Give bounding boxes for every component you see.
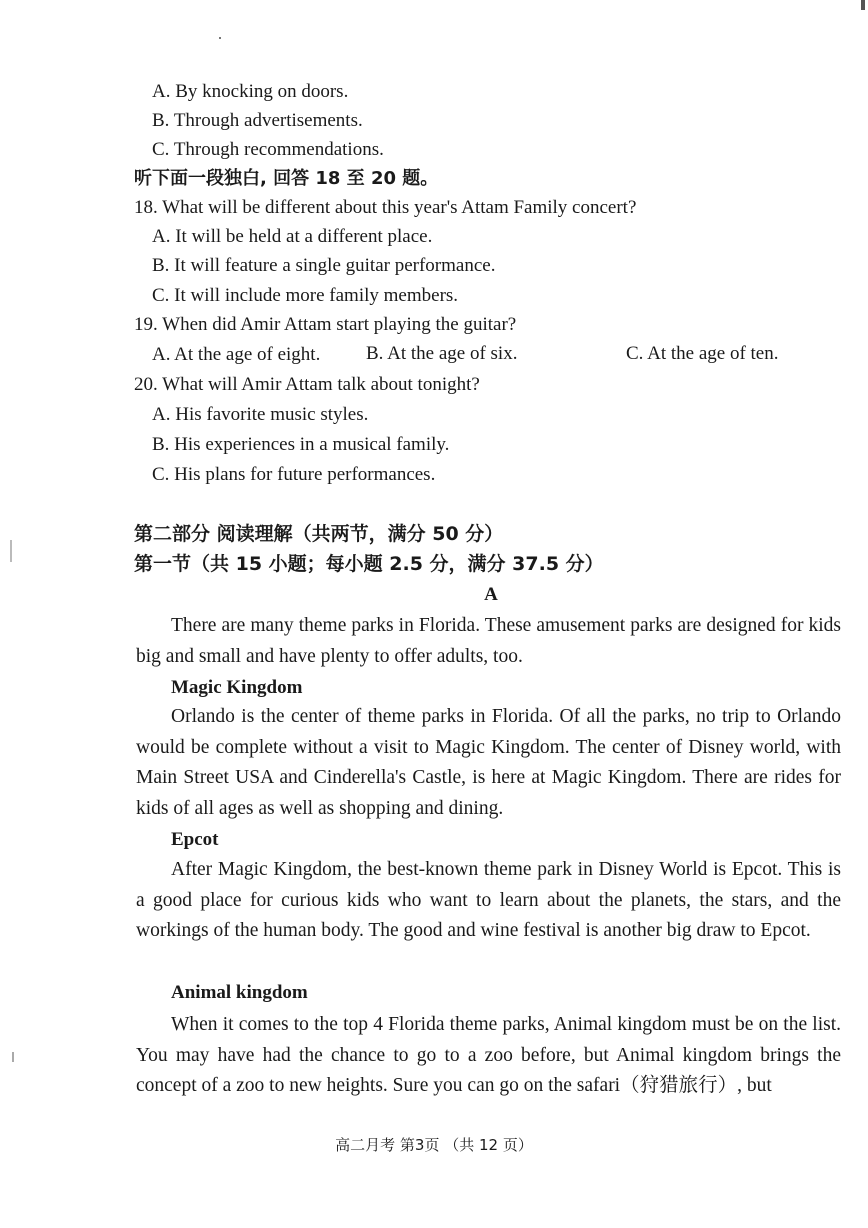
animal-kingdom-title: Animal kingdom: [171, 982, 308, 1003]
section1-heading: 第一节（共 15 小题；每小题 2.5 分，满分 37.5 分）: [134, 553, 604, 575]
scan-speck: [219, 37, 221, 39]
q19-option-a: A. At the age of eight.: [152, 344, 321, 365]
part2-heading: 第二部分 阅读理解（共两节，满分 50 分）: [134, 523, 504, 545]
magic-kingdom-paragraph: Orlando is the center of theme parks in Florida. Of all the parks, no trip to Orlando would be complete without a visit to Magic Kingdom. The center of Disney world, with Main Street USA and Cinderella's Castle, is here at Magic Kingdom. There are rides for kids of all ages as well as shopping and dining.: [136, 706, 841, 819]
q20-option-a: A. His favorite music styles.: [152, 404, 369, 425]
q17-option-a: A. By knocking on doors.: [152, 81, 349, 102]
epcot-paragraph: After Magic Kingdom, the best-known theme park in Disney World is Epcot. This is a good place for curious kids who want to learn about the planets, the stars, and the workings of the human body. The good and wine festival is another big draw to Epcot.: [136, 859, 841, 941]
q20-option-c: C. His plans for future performances.: [152, 464, 436, 485]
scan-mark: [12, 1052, 14, 1062]
magic-kingdom-title: Magic Kingdom: [171, 677, 303, 698]
q17-option-c: C. Through recommendations.: [152, 139, 384, 160]
q18-stem: 18. What will be different about this year's Attam Family concert?: [134, 197, 637, 218]
q19-stem: 19. When did Amir Attam start playing the guitar?: [134, 314, 517, 335]
passage-label: A: [484, 584, 498, 605]
q20-stem: 20. What will Amir Attam talk about tonight?: [134, 374, 480, 395]
q18-option-b: B. It will feature a single guitar performance.: [152, 255, 496, 276]
q19-option-b: B. At the age of six.: [366, 343, 518, 364]
epcot-title: Epcot: [171, 829, 219, 850]
animal-kingdom-paragraph: When it comes to the top 4 Florida theme parks, Animal kingdom must be on the list. You may have had the chance to go to a zoo before, but Animal kingdom brings the concept of a zoo to new heights. Sure you can go on the safari（狩猎旅行）, but: [136, 1014, 841, 1096]
page-footer: 高二月考 第3页 （共 12 页）: [335, 1136, 533, 1154]
q17-option-b: B. Through advertisements.: [152, 110, 363, 131]
q20-option-b: B. His experiences in a musical family.: [152, 434, 450, 455]
intro-paragraph: There are many theme parks in Florida. These amusement parks are designed for kids big and small and have plenty to offer adults, too.: [136, 615, 841, 667]
instruction-18-20: 听下面一段独白, 回答 18 至 20 题。: [134, 168, 439, 189]
q18-option-c: C. It will include more family members.: [152, 285, 459, 306]
scan-mark: [10, 540, 12, 562]
scan-mark: [861, 0, 865, 10]
q18-option-a: A. It will be held at a different place.: [152, 226, 433, 247]
q19-option-c: C. At the age of ten.: [626, 343, 779, 364]
